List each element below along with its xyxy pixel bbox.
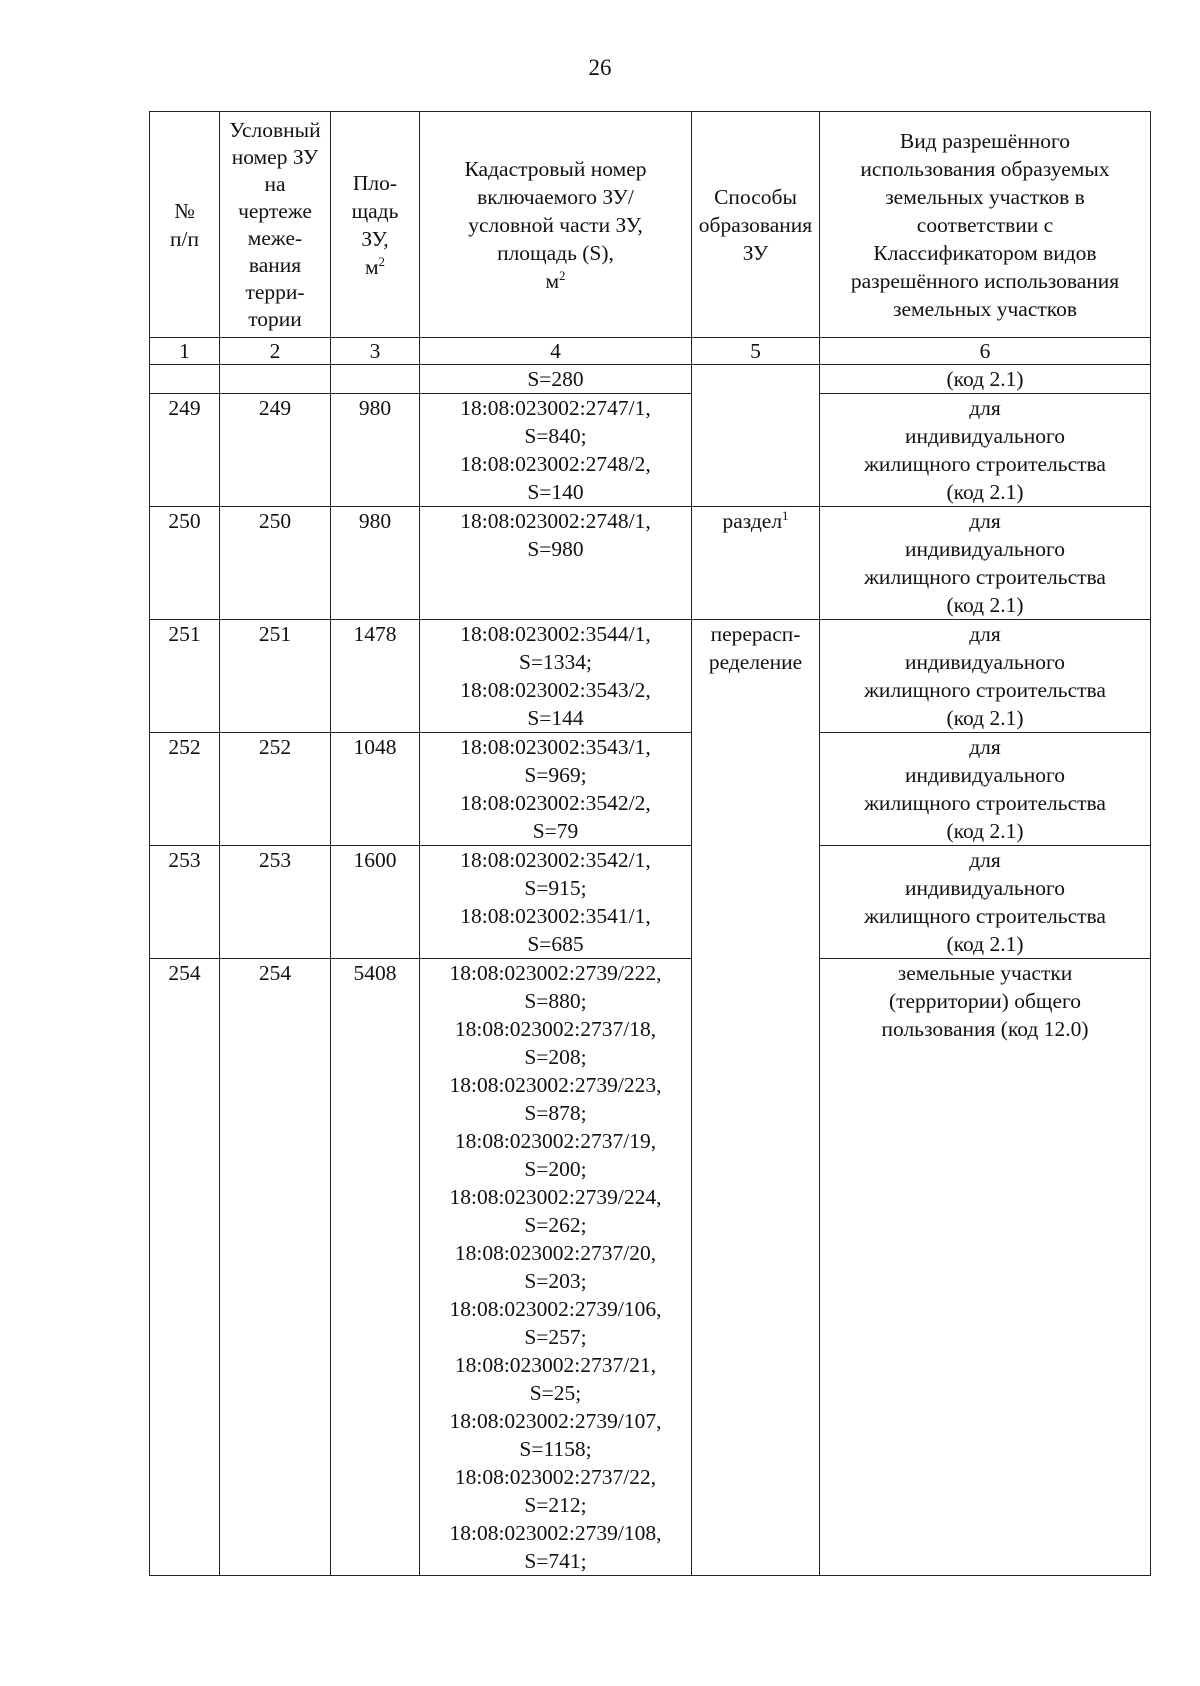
cell-row-number: 250: [150, 507, 220, 620]
cell-permitted-use: для индивидуального жилищного строительства (код 2.1): [820, 846, 1151, 959]
cell-area: 980: [331, 507, 420, 620]
table-row: [150, 733, 1151, 846]
column-number-row: [150, 338, 1151, 365]
cell: [150, 365, 220, 394]
continuation-row: [150, 365, 1151, 394]
cell-conditional-number: 252: [220, 733, 331, 846]
column-number: 6: [820, 338, 1151, 365]
cell-area: 1600: [331, 846, 420, 959]
header-permitted-use: Вид разрешённого использования образуемых земельных участков в соответствии с Классификатором видов разрешённого использования земельных участков: [820, 112, 1151, 338]
cell-method: [692, 507, 820, 620]
cell-cadastral: 18:08:023002:3544/1, S=1334; 18:08:023002:3543/2, S=144: [420, 620, 692, 733]
cell-conditional-number: 254: [220, 959, 331, 1576]
cell-row-number: 254: [150, 959, 220, 1576]
footnote-marker: 1: [782, 507, 789, 523]
cell-conditional-number: 249: [220, 394, 331, 507]
table-row: [150, 394, 1151, 507]
cell-area: 980: [331, 394, 420, 507]
table-row: [150, 620, 1151, 733]
column-number: 1: [150, 338, 220, 365]
header-cadastral: [420, 112, 692, 338]
table-row: [150, 846, 1151, 959]
cell-row-number: 252: [150, 733, 220, 846]
cell-permitted-use: для индивидуального жилищного строительства (код 2.1): [820, 394, 1151, 507]
cell: [220, 365, 331, 394]
table-row: [150, 507, 1151, 620]
cell-cadastral: 18:08:023002:2739/222, S=880; 18:08:023002:2737/18, S=208; 18:08:023002:2739/223, S=878; 18:08:023002:2737/19, S=200; 18:08:023002:2739/224, S=262; 18:08:023002:2737/20, S=203; 18:08:023002:2739/106, S=257; 18:08:023002:2737/21, S=25; 18:08:023002:2739/107, S=1158; 18:08:023002:2737/22, S=212; 18:08:023002:2739/108, S=741;: [420, 959, 692, 1576]
header-cadastral-text: Кадастровый номер включаемого ЗУ/ условной части ЗУ, площадь (S), м: [464, 156, 647, 293]
cell-permitted-use: для индивидуального жилищного строительства (код 2.1): [820, 507, 1151, 620]
header-area-sup: 2: [378, 253, 386, 269]
column-number: 4: [420, 338, 692, 365]
cell-permitted-use: для индивидуального жилищного строительства (код 2.1): [820, 733, 1151, 846]
cell-cadastral: 18:08:023002:3543/1, S=969; 18:08:023002:3542/2, S=79: [420, 733, 692, 846]
cell-area: 1048: [331, 733, 420, 846]
cell-cadastral: 18:08:023002:2748/1, S=980: [420, 507, 692, 620]
cell-row-number: 253: [150, 846, 220, 959]
cell-cadastral: 18:08:023002:2747/1, S=840; 18:08:023002:2748/2, S=140: [420, 394, 692, 507]
header-row-number: № п/п: [150, 112, 220, 338]
land-plots-table: [149, 111, 1151, 1576]
column-number: 3: [331, 338, 420, 365]
cell-conditional-number: 251: [220, 620, 331, 733]
cell-row-number: 251: [150, 620, 220, 733]
cell-conditional-number: 253: [220, 846, 331, 959]
cell-row-number: 249: [150, 394, 220, 507]
cell-permitted-use: земельные участки (территории) общего пользования (код 12.0): [820, 959, 1151, 1576]
cell-cadastral: S=280: [420, 365, 692, 394]
page-number: 26: [588, 55, 612, 80]
cell-method-empty: [692, 365, 820, 507]
cell-area: 5408: [331, 959, 420, 1576]
column-number: 5: [692, 338, 820, 365]
cell-conditional-number: 250: [220, 507, 331, 620]
cell-cadastral: 18:08:023002:3542/1, S=915; 18:08:023002:3541/1, S=685: [420, 846, 692, 959]
cell-permitted-use: для индивидуального жилищного строительства (код 2.1): [820, 620, 1151, 733]
header-conditional-number: Условный номер ЗУ на чертеже меже- вания терри- тории: [220, 112, 331, 338]
header-area: [331, 112, 420, 338]
cell-permitted-use: (код 2.1): [820, 365, 1151, 394]
column-number: 2: [220, 338, 331, 365]
cell-method: перерасп- ределение: [692, 620, 820, 1576]
cell: [331, 365, 420, 394]
header-cadastral-sup: 2: [559, 267, 566, 283]
header-area-text: Пло- щадь ЗУ, м: [351, 170, 399, 279]
header-method: Способы образования ЗУ: [692, 112, 820, 338]
table-row: [150, 959, 1151, 1576]
table-header-row: [150, 112, 1151, 338]
method-razdel-text: раздел: [722, 509, 783, 533]
cell-area: 1478: [331, 620, 420, 733]
